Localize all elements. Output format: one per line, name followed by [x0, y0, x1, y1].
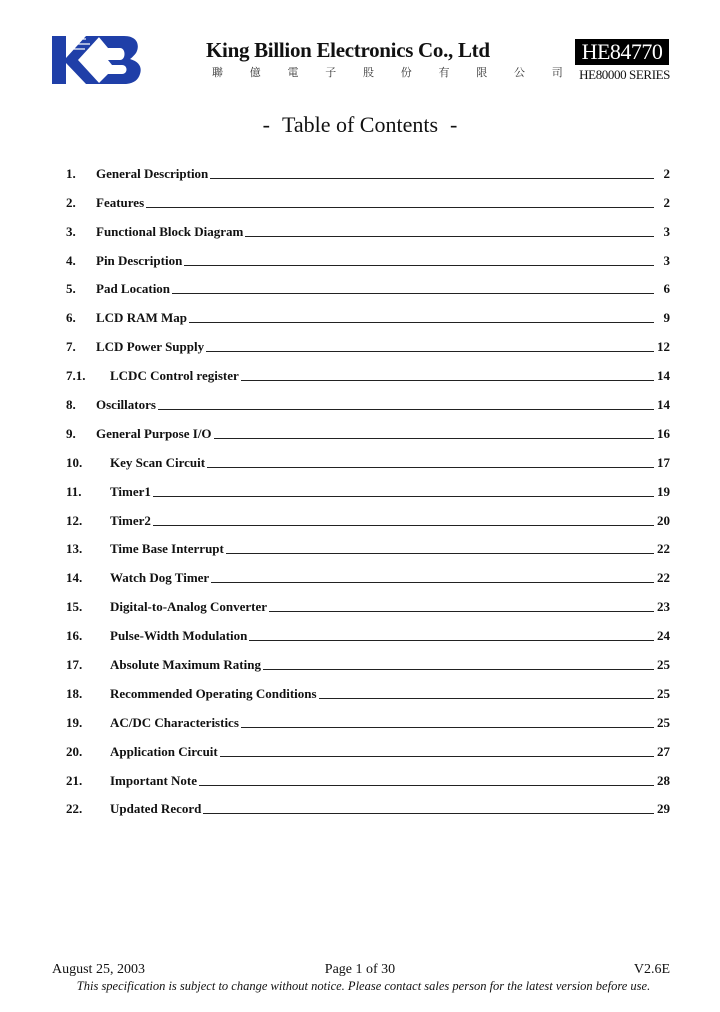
toc-entry-label[interactable]: General Purpose I/O: [96, 425, 212, 441]
toc-entry-label[interactable]: Updated Record: [110, 801, 202, 817]
toc-leader-line: [211, 582, 654, 583]
footer-version: V2.6E: [633, 962, 670, 977]
toc-entry-number: 4.: [66, 252, 76, 268]
toc-leader-line: [189, 322, 654, 323]
toc-entry-number: 2.: [66, 194, 76, 210]
toc-leader-line: [203, 813, 654, 814]
toc-entry-number: 22.: [66, 801, 83, 817]
toc-entry[interactable]: [66, 153, 670, 182]
toc-entry-label[interactable]: Timer2: [110, 512, 151, 528]
toc-entry-label[interactable]: Timer1: [110, 483, 151, 499]
toc-entry-label[interactable]: Pad Location: [96, 281, 171, 297]
toc-entry-page[interactable]: 22: [657, 570, 670, 586]
toc-entry-number: 21.: [66, 772, 83, 788]
toc-leader-line: [172, 293, 654, 294]
toc-entry-number: 5.: [66, 281, 76, 297]
footer-notice: This specification is subject to change without notice. Please contact sales person for the latest version before use.: [76, 979, 651, 993]
toc-entry[interactable]: [66, 355, 670, 384]
toc-entry-number: 17.: [66, 657, 83, 673]
toc-leader-line: [146, 207, 654, 208]
company-name: King Billion Electronics Co., Ltd: [206, 38, 490, 62]
toc-leader-line: [226, 553, 654, 554]
toc-entry-page[interactable]: 6: [663, 281, 670, 297]
toc-entry-number: 13.: [66, 541, 83, 557]
toc-entry[interactable]: [66, 182, 670, 211]
toc-entry[interactable]: [66, 326, 670, 355]
toc-entry-label[interactable]: Application Circuit: [110, 743, 218, 759]
toc-entry[interactable]: [66, 384, 670, 413]
series-label: HE80000 SERIES: [579, 67, 670, 82]
toc-leader-line: [241, 380, 654, 381]
toc-entry-page[interactable]: 9: [663, 310, 670, 326]
toc-entry-number: 8.: [66, 397, 76, 413]
toc-entry-page[interactable]: 3: [663, 252, 670, 268]
toc-entry-page[interactable]: 19: [657, 483, 670, 499]
toc-entry-page[interactable]: 20: [657, 512, 670, 528]
toc-title: [0, 112, 720, 138]
part-number-badge: HE84770: [575, 39, 669, 65]
toc-entry-page[interactable]: 25: [657, 657, 670, 673]
toc-leader-line: [263, 669, 654, 670]
toc-entry-label[interactable]: Features: [96, 194, 145, 210]
toc-entry-label[interactable]: LCD Power Supply: [96, 339, 205, 355]
toc-entry[interactable]: [66, 297, 670, 326]
toc-entry-label[interactable]: Key Scan Circuit: [110, 454, 206, 470]
toc-title-dash-left: -: [262, 112, 270, 137]
toc-entry[interactable]: [66, 529, 670, 558]
toc-entry[interactable]: [66, 760, 670, 789]
toc-entry-number: 20.: [66, 743, 83, 759]
toc-leader-line: [214, 438, 654, 439]
toc-entry-page[interactable]: 2: [663, 194, 670, 210]
toc-entry-label[interactable]: Recommended Operating Conditions: [110, 685, 317, 701]
toc-entry-number: 9.: [66, 425, 76, 441]
toc-entry-page[interactable]: 2: [663, 165, 670, 181]
toc-entry[interactable]: [66, 211, 670, 240]
toc-entry-page[interactable]: 14: [657, 368, 670, 384]
toc-entry-number: 15.: [66, 599, 83, 615]
toc-title-dash-right: -: [450, 112, 458, 137]
toc-entry-number: 12.: [66, 512, 83, 528]
toc-entry-number: 18.: [66, 685, 83, 701]
toc-leader-line: [249, 640, 654, 641]
toc-leader-line: [241, 727, 654, 728]
toc-entry-page[interactable]: 28: [657, 772, 670, 788]
toc-entry[interactable]: [66, 586, 670, 615]
toc-entry-label[interactable]: Oscillators: [96, 397, 156, 413]
toc-entry-label[interactable]: Digital-to-Analog Converter: [110, 599, 268, 615]
toc-entry-label[interactable]: Time Base Interrupt: [110, 541, 224, 557]
toc-entry-page[interactable]: 14: [657, 397, 670, 413]
toc-entry[interactable]: [66, 269, 670, 298]
toc-entry[interactable]: [66, 557, 670, 586]
toc-entry-number: 16.: [66, 628, 83, 644]
toc-leader-line: [245, 236, 654, 237]
toc-leader-line: [158, 409, 654, 410]
toc-entry[interactable]: [66, 500, 670, 529]
toc-entry[interactable]: [66, 731, 670, 760]
toc-entry-label[interactable]: AC/DC Characteristics: [110, 714, 239, 730]
toc-entry-number: 7.1.: [66, 368, 86, 384]
toc-list: [66, 153, 670, 817]
toc-entry-label[interactable]: Watch Dog Timer: [110, 570, 210, 586]
toc-entry-label[interactable]: General Description: [96, 165, 209, 181]
toc-entry-label[interactable]: Absolute Maximum Rating: [110, 657, 261, 673]
footer-date: August 25, 2003: [52, 962, 145, 977]
toc-entry[interactable]: [66, 413, 670, 442]
toc-entry-page[interactable]: 22: [657, 541, 670, 557]
toc-leader-line: [206, 351, 654, 352]
toc-entry[interactable]: [66, 644, 670, 673]
toc-entry-label[interactable]: LCDC Control register: [110, 368, 239, 384]
footer-page-number: Page 1 of 30: [324, 962, 396, 977]
toc-entry-number: 14.: [66, 570, 83, 586]
toc-entry-label[interactable]: LCD RAM Map: [96, 310, 187, 326]
toc-leader-line: [153, 525, 654, 526]
toc-title-text: Table of Contents: [281, 112, 439, 137]
toc-entry[interactable]: [66, 442, 670, 471]
toc-entry-page[interactable]: 24: [657, 628, 670, 644]
toc-entry[interactable]: [66, 240, 670, 269]
toc-entry-label[interactable]: Important Note: [110, 772, 198, 788]
kb-logo: [52, 36, 142, 84]
toc-entry[interactable]: [66, 615, 670, 644]
toc-leader-line: [319, 698, 654, 699]
toc-entry-number: 6.: [66, 310, 76, 326]
toc-entry-page[interactable]: 25: [657, 685, 670, 701]
toc-entry-page[interactable]: 25: [657, 714, 670, 730]
company-name-chinese: 聯 億 電 子 股 份 有 限 公 司: [212, 67, 575, 79]
toc-entry-number: 3.: [66, 223, 76, 239]
toc-entry-page[interactable]: 29: [657, 801, 670, 817]
toc-leader-line: [220, 756, 654, 757]
toc-entry-label[interactable]: Pin Description: [96, 252, 183, 268]
toc-entry-number: 10.: [66, 454, 83, 470]
toc-entry[interactable]: [66, 673, 670, 702]
toc-entry-label[interactable]: Pulse-Width Modulation: [110, 628, 248, 644]
toc-entry-page[interactable]: 3: [663, 223, 670, 239]
toc-entry-page[interactable]: 23: [657, 599, 670, 615]
toc-entry-page[interactable]: 17: [657, 454, 670, 470]
toc-entry-page[interactable]: 12: [657, 339, 670, 355]
toc-leader-line: [210, 178, 654, 179]
toc-entry-number: 11.: [66, 483, 82, 499]
toc-leader-line: [184, 265, 654, 266]
toc-entry-number: 19.: [66, 714, 83, 730]
toc-entry[interactable]: [66, 702, 670, 731]
toc-entry[interactable]: [66, 471, 670, 500]
toc-leader-line: [207, 467, 654, 468]
toc-leader-line: [153, 496, 654, 497]
toc-leader-line: [199, 785, 654, 786]
toc-entry-page[interactable]: 27: [657, 743, 670, 759]
toc-entry-number: 7.: [66, 339, 76, 355]
toc-entry-label[interactable]: Functional Block Diagram: [96, 223, 244, 239]
toc-entry-page[interactable]: 16: [657, 425, 670, 441]
toc-entry[interactable]: [66, 789, 670, 818]
toc-entry-number: 1.: [66, 165, 76, 181]
toc-leader-line: [269, 611, 654, 612]
